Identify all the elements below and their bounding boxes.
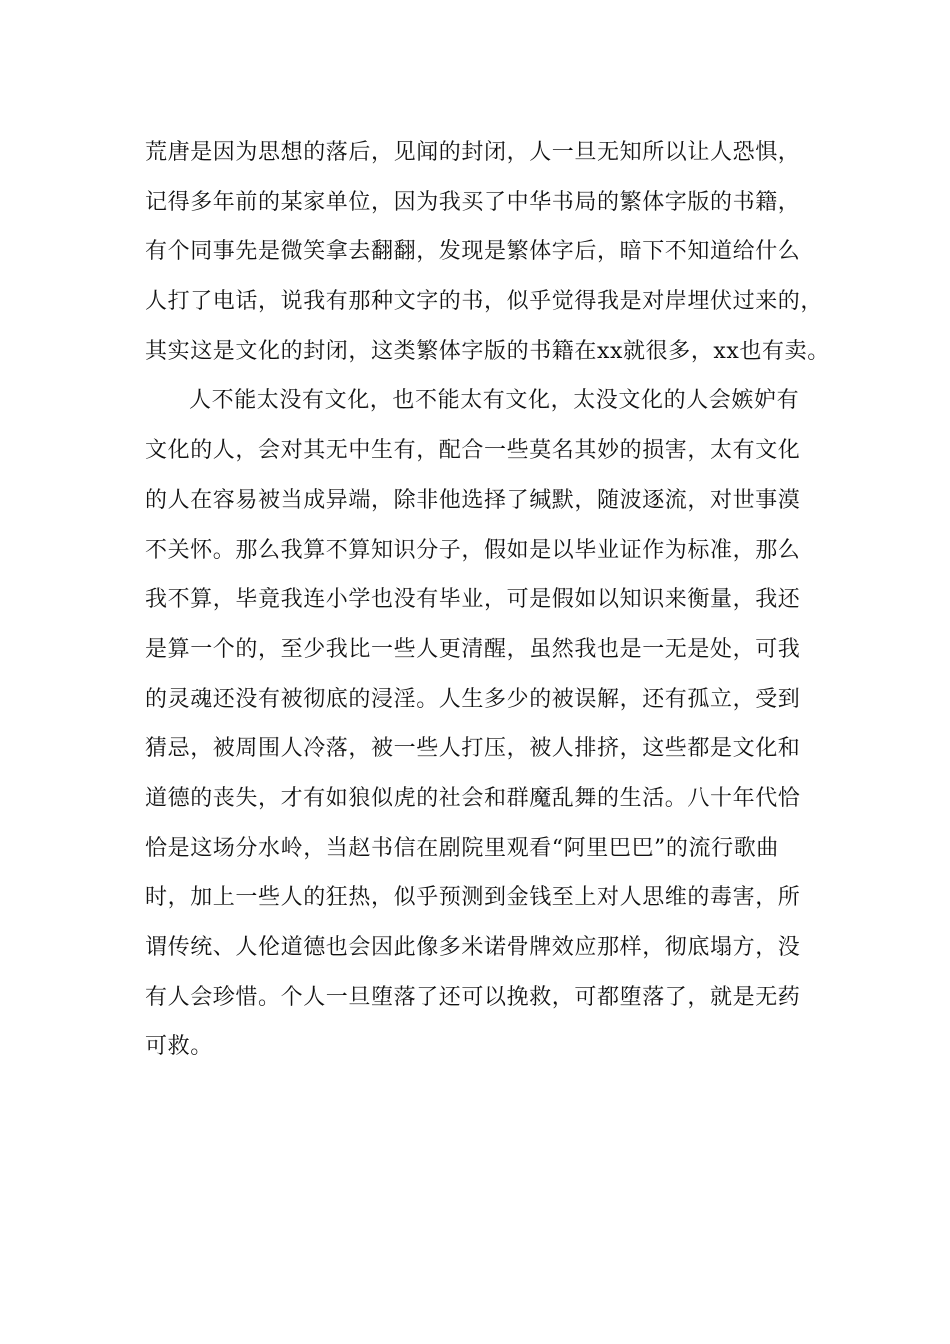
- text-line: 道德的丧失，才有如狼似虎的社会和群魔乱舞的生活。八十年代恰: [145, 785, 801, 811]
- text-line: 的灵魂还没有被彻底的浸淫。人生多少的被误解，还有孤立，受到: [145, 686, 801, 712]
- text-line: 猜忌，被周围人冷落，被一些人打压，被人排挤，这些都是文化和: [145, 736, 801, 762]
- paragraph-2: [145, 376, 815, 1072]
- text-line: 可救。: [145, 1034, 213, 1060]
- text-line: 谓传统、人伦道德也会因此像多米诺骨牌效应那样，彻底塌方，没: [145, 935, 801, 960]
- text-line: 人打了电话，说我有那种文字的书，似乎觉得我是对岸埋伏过来的，: [145, 289, 824, 315]
- body-text: [145, 128, 830, 1072]
- text-line: 记得多年前的某家单位，因为我买了中华书局的繁体字版的书籍，: [145, 189, 801, 215]
- text-line: 恰是这场分水岭，当赵书信在剧院里观看“阿里巴巴”的流行歌曲: [145, 835, 779, 861]
- paragraph-1: [145, 128, 830, 376]
- text-line: 有人会珍惜。个人一旦堕落了还可以挽救，可都堕落了，就是无药: [145, 984, 801, 1010]
- text-line: 不关怀。那么我算不算知识分子，假如是以毕业证作为标准，那么: [145, 537, 801, 563]
- text-line: 我不算，毕竟我连小学也没有毕业，可是假如以知识来衡量，我还: [145, 587, 801, 613]
- text-line: 荒唐是因为思想的落后，见闻的封闭，人一旦无知所以让人恐惧，: [145, 140, 801, 165]
- text-line: 文化的人，会对其无中生有，配合一些莫名其妙的损害，太有文化: [145, 438, 801, 464]
- text-line: 其实这是文化的封闭，这类繁体字版的书籍在xx就很多，xx也有卖。: [145, 338, 830, 364]
- text-line: 是算一个的，至少我比一些人更清醒，虽然我也是一无是处，可我: [145, 636, 801, 662]
- text-line: 人不能太没有文化，也不能太有文化，太没文化的人会嫉妒有: [189, 388, 800, 414]
- text-line: 时，加上一些人的狂热，似乎预测到金钱至上对人思维的毒害，所: [145, 885, 801, 911]
- text-line: 有个同事先是微笑拿去翻翻，发现是繁体字后，暗下不知道给什么: [145, 239, 801, 265]
- text-line: 的人在容易被当成异端，除非他选择了缄默，随波逐流，对世事漠: [145, 487, 801, 513]
